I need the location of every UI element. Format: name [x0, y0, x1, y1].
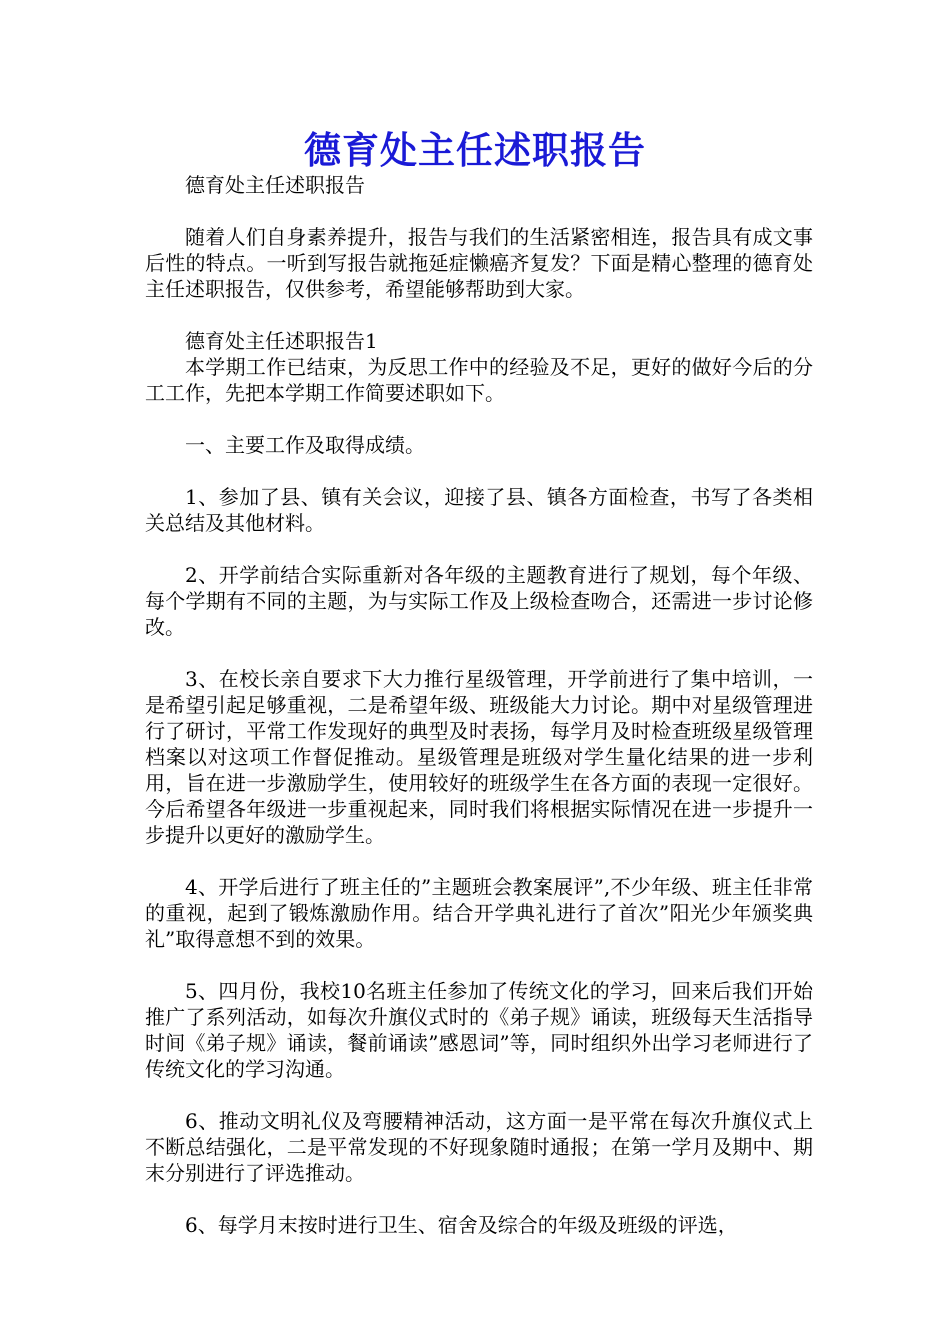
document-body	[145, 172, 813, 1238]
list-item-paragraph: 1、参加了县、镇有关会议，迎接了县、镇各方面检查，书写了各类相关总结及其他材料。	[145, 485, 813, 535]
subtitle-paragraph: 德育处主任述职报告	[185, 173, 365, 197]
document-title: 德育处主任述职报告	[304, 128, 646, 172]
list-item-paragraph: 2、开学前结合实际重新对各年级的主题教育进行了规划，每个年级、每个学期有不同的主题，为与实际工作及上级检查吻合，还需进一步讨论修改。	[145, 563, 813, 639]
list-item-paragraph: 6、每学月末按时进行卫生、宿舍及综合的年级及班级的评选，	[185, 1213, 738, 1237]
intro-paragraph: 随着人们自身素养提升，报告与我们的生活紧密相连，报告具有成文事后性的特点。一听到写报告就拖延症懒癌齐复发？下面是精心整理的德育处主任述职报告，仅供参考，希望能够帮助到大家。	[145, 225, 813, 301]
body-paragraph: 本学期工作已结束，为反思工作中的经验及不足，更好的做好今后的分工工作，先把本学期工作简要述职如下。	[145, 355, 813, 405]
section-heading: 德育处主任述职报告1	[185, 329, 378, 353]
list-item-paragraph: 5、四月份，我校10名班主任参加了传统文化的学习，回来后我们开始推广了系列活动，如每次升旗仪式时的《弟子规》诵读，班级每天生活指导时间《弟子规》诵读，餐前诵读”感恩词”等，同时组织外出学习老师进行了传统文化的学习沟通。	[145, 979, 813, 1081]
list-item-paragraph: 4、开学后进行了班主任的”主题班会教案展评”,不少年级、班主任非常的重视，起到了锻炼激励作用。结合开学典礼进行了首次”阳光少年颁奖典礼”取得意想不到的效果。	[145, 875, 813, 951]
list-item-paragraph: 3、在校长亲自要求下大力推行星级管理，开学前进行了集中培训，一是希望引起足够重视，二是希望年级、班级能大力讨论。期中对星级管理进行了研讨，平常工作发现好的典型及时表扬，每学月及时检查班级星级管理档案以对这项工作督促推动。星级管理是班级对学生量化结果的进一步利用，旨在进一步激励学生，使用较好的班级学生在各方面的表现一定很好。今后希望各年级进一步重视起来，同时我们将根据实际情况在进一步提升一步提升以更好的激励学生。	[145, 667, 813, 847]
section-heading: 一、主要工作及取得成绩。	[185, 433, 425, 457]
list-item-paragraph: 6、推动文明礼仪及弯腰精神活动，这方面一是平常在每次升旗仪式上不断总结强化，二是平常发现的不好现象随时通报；在第一学月及期中、期末分别进行了评选推动。	[145, 1109, 813, 1185]
